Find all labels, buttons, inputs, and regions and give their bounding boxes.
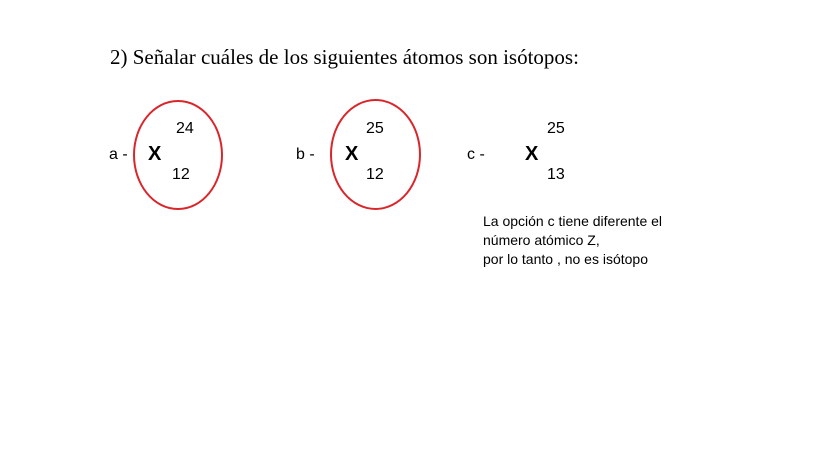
explanation-note: [483, 212, 662, 269]
highlight-circle-b: [330, 99, 421, 210]
note-line-2: número atómico Z,: [483, 232, 600, 248]
option-c-atomic-number: 13: [547, 166, 565, 183]
option-b-symbol: X: [345, 143, 359, 165]
question-title: 2) Señalar cuáles de los siguientes átomos son isótopos:: [110, 45, 579, 69]
option-b-mass-number: 25: [366, 120, 384, 137]
option-a-symbol: X: [148, 143, 162, 165]
option-c-symbol: X: [525, 143, 539, 165]
option-c-label: c -: [467, 146, 485, 163]
option-a-mass-number: 24: [176, 120, 194, 137]
option-a-atomic-number: 12: [172, 166, 190, 183]
option-c-mass-number: 25: [547, 120, 565, 137]
option-a-label: a -: [109, 146, 128, 163]
note-line-3: por lo tanto , no es isótopo: [483, 251, 648, 267]
option-b-atomic-number: 12: [366, 166, 384, 183]
note-line-1: La opción c tiene diferente el: [483, 213, 663, 229]
option-b-label: b -: [296, 146, 315, 163]
highlight-circle-a: [133, 100, 223, 210]
